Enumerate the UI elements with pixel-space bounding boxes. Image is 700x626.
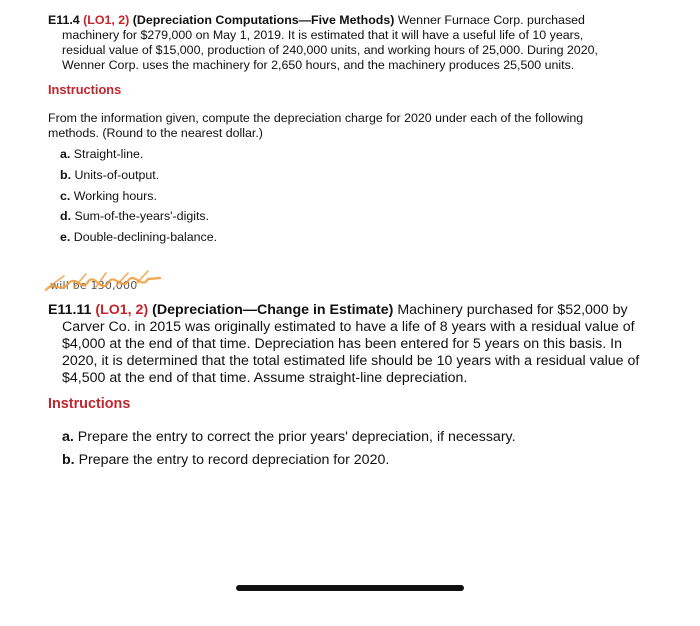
exercise-heading: [48, 13, 623, 73]
highlighter-scribble-icon: [44, 264, 164, 298]
learning-objective: (LO1, 2): [83, 13, 130, 27]
exercise-e11-4: [48, 13, 623, 248]
exercise-description: Machinery purchased for $52,000 by Carver Co. in 2015 was originally estimated to have a life of 8 years with a residual value of $4,000 at the end of that time. Depreciation has been entered for 5 years on this basis. In 2020, it is determined that the total estimated life should be 10 years with a residual value of $4,500 at the end of that time. Assume straight-line depreciation.: [62, 302, 640, 386]
learning-objective: (LO1, 2): [95, 302, 149, 318]
exercise-number: E11.4: [48, 13, 80, 27]
exercise-e11-11: [48, 302, 643, 472]
list-item: a. Prepare the entry to correct the prior years' depreciation, if necessary.: [62, 429, 516, 445]
exercise-heading: [48, 302, 643, 387]
exercise-number: E11.11: [48, 302, 92, 318]
methods-list: [60, 144, 623, 248]
list-item: c. Working hours.: [60, 188, 157, 203]
tasks-list: [62, 426, 643, 472]
instructions-heading: Instructions: [48, 396, 131, 412]
home-indicator[interactable]: [236, 585, 464, 591]
handwritten-note: will be 130,000: [50, 279, 138, 292]
instructions-heading: Instructions: [48, 82, 122, 97]
exercise-topic: (Depreciation—Change in Estimate): [152, 302, 394, 318]
exercise-description: Wenner Furnace Corp. purchased machinery for $279,000 on May 1, 2019. It is estimated that it will have a useful life of 10 years, residual value of $15,000, production of 240,000 units, and working hours of 25,000. During 2020, Wenner Corp. uses the machinery for 2,650 hours, and the machinery produces 25,500 units.: [62, 13, 598, 72]
list-item: b. Units-of-output.: [60, 167, 160, 182]
exercise-topic: (Depreciation Computations—Five Methods): [132, 13, 395, 27]
instructions-text: From the information given, compute the depreciation charge for 2020 under each of the following methods. (Round to the nearest dollar.): [48, 111, 584, 140]
list-item: a. Straight-line.: [60, 147, 144, 161]
list-item: d. Sum-of-the-years'-digits.: [60, 209, 210, 224]
list-item: b. Prepare the entry to record depreciation for 2020.: [62, 452, 390, 468]
list-item: e. Double-declining-balance.: [60, 230, 218, 245]
